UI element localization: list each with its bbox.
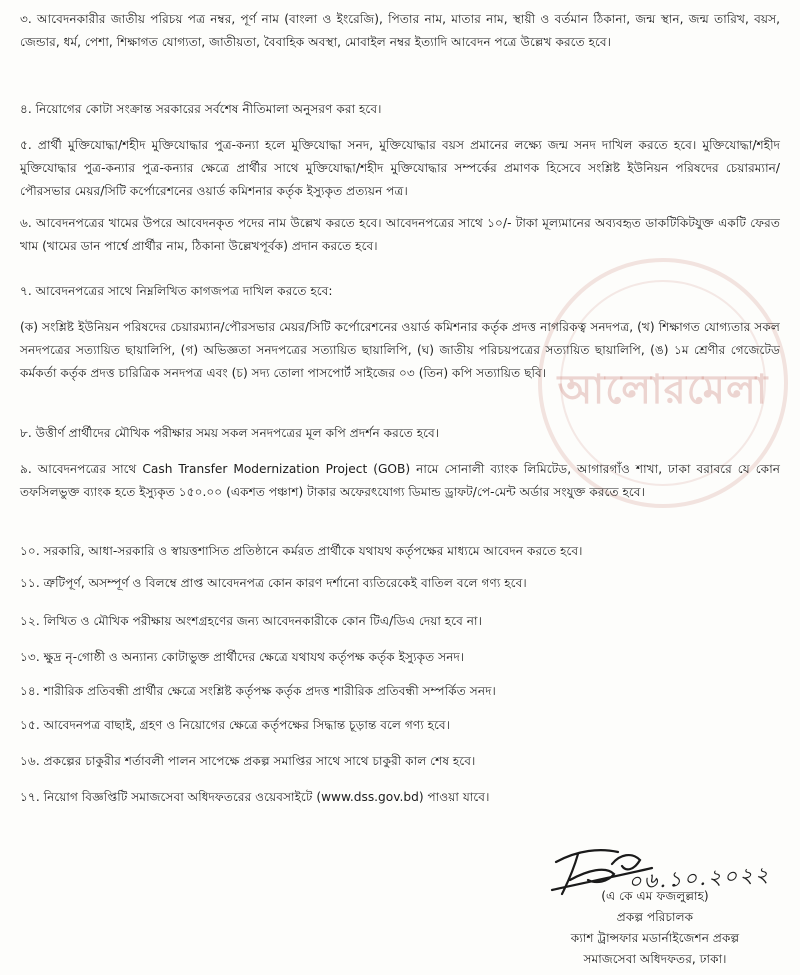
clause-8 xyxy=(20,422,780,445)
clause-12-text: ১২. লিখিত ও মৌখিক পরীক্ষায় অংশগ্রহণের জন্য আবেদনকারীকে কোন টিএ/ডিএ দেয়া হবে না। xyxy=(20,614,482,628)
clause-7 xyxy=(20,280,780,303)
clause-7-documents-text: (ক) সংশ্লিষ্ট ইউনিয়ন পরিষদের চেয়ারম্যান/পৌরসভার মেয়র/সিটি কর্পোরেশনের ওয়ার্ড কমিশনার কর্তৃক প্রদত্ত নাগরিকত্ব সনদপত্র, (খ) শিক্ষাগত যোগ্যতার সকল সনদপত্রের সত্যায়িত ছায়ালিপি, (গ) অভিজ্ঞতা সনদপত্রের সত্যায়িত ছায়ালিপি, (ঘ) জাতীয় পরিচয়পত্রের সত্যায়িত ছায়ালিপি, (ঙ) ১ম শ্রেণীর গেজেটেড কর্মকর্তা কর্তৃক প্রদত্ত চারিত্রিক সনদপত্র এবং (চ) সদ্য তোলা পাসপোর্ট সাইজের ০৩ (তিন) কপি সত্যায়িত ছবি। xyxy=(20,320,780,380)
clause-4-text: ৪. নিয়োগের কোটা সংক্রান্ত সরকারের সর্বশেষ নীতিমালা অনুসরণ করা হবে। xyxy=(20,102,382,116)
clause-17-text: ১৭. নিয়োগ বিজ্ঞপ্তিটি সমাজসেবা অধিদফতরের ওয়েবসাইটে (www.dss.gov.bd) পাওয়া যাবে। xyxy=(20,790,490,804)
clause-6 xyxy=(20,212,780,258)
watermark-text: আলোরমেলা xyxy=(557,367,769,413)
clause-3 xyxy=(20,8,780,54)
signatory-office: সমাজসেবা অধিদফতর, ঢাকা। xyxy=(583,952,727,966)
clause-7-documents xyxy=(20,316,780,385)
signatory-name: (এ কে এম ফজলুল্লাহ) xyxy=(601,889,709,903)
clause-14 xyxy=(20,680,780,703)
clause-14-text: ১৪. শারীরিক প্রতিবন্ধী প্রার্থীর ক্ষেত্রে সংশ্লিষ্ট কর্তৃপক্ষ কর্তৃক প্রদত্ত শারীরিক প্রতিবন্ধী সম্পর্কিত সনদ। xyxy=(20,684,496,698)
clause-13 xyxy=(20,646,780,669)
clause-4 xyxy=(20,98,780,121)
clause-13-text: ১৩. ক্ষুদ্র নৃ-গোষ্ঠী ও অন্যান্য কোটাভুক্ত প্রার্থীদের ক্ষেত্রে যথাযথ কর্তৃপক্ষ কর্তৃক ইস্যুকৃত সনদ। xyxy=(20,650,465,664)
clause-6-text: ৬. আবেদনপত্রের খামের উপরে আবেদনকৃত পদের নাম উল্লেখ করতে হবে। আবেদনপত্রের সাথে ১০/- টাকা মূল্যমানের অব্যবহৃত ডাকটিকিটযুক্ত একটি ফেরত খাম (খামের ডান পার্শ্বে প্রার্থীর নাম, ঠিকানা উল্লেখপূর্বক) প্রদান করতে হবে। xyxy=(20,216,780,253)
clause-16-text: ১৬. প্রকল্পের চাকুরীর শর্তাবলী পালন সাপেক্ষে প্রকল্প সমাপ্তির সাথে সাথে চাকুরী কাল শেষ হবে। xyxy=(20,754,476,768)
clause-3-text: ৩. আবেদনকারীর জাতীয় পরিচয় পত্র নম্বর, পূর্ণ নাম (বাংলা ও ইংরেজি), পিতার নাম, মাতার নাম, স্থায়ী ও বর্তমান ঠিকানা, জন্ম স্থান, জন্ম তারিখ, বয়স, জেন্ডার, ধর্ম, পেশা, শিক্ষাগত যোগ্যতা, জাতীয়তা, বৈবাহিক অবস্থা, মোবাইল নম্বর ইত্যাদি আবেদন পত্রে উল্লেখ করতে হবে। xyxy=(20,12,780,49)
clause-17 xyxy=(20,786,780,809)
signature-date: ০৬.১০.২০২২ xyxy=(627,862,772,894)
clause-8-text: ৮. উত্তীর্ণ প্রার্থীদের মৌখিক পরীক্ষার সময় সকল সনদপত্রের মূল কপি প্রদর্শন করতে হবে। xyxy=(20,426,440,440)
signatory-project: ক্যাশ ট্রান্সফার মডার্নাইজেশন প্রকল্প xyxy=(570,931,740,945)
clause-10 xyxy=(20,540,780,563)
signatory-designation: প্রকল্প পরিচালক xyxy=(616,910,694,924)
clause-10-text: ১০. সরকারি, আধা-সরকারি ও স্বায়ত্তশাসিত প্রতিষ্ঠানে কর্মরত প্রার্থীকে যথাযথ কর্তৃপক্ষের মাধ্যমে আবেদন করতে হবে। xyxy=(20,544,583,558)
clause-9-text: ৯. আবেদনপত্রের সাথে Cash Transfer Modernization Project (GOB) নামে সোনালী ব্যাংক লিমিটেড, আগারগাঁও শাখা, ঢাকা বরাবরে যে কোন তফসিলভুক্ত ব্যাংক হতে ইস্যুকৃত ১৫০.০০ (একশত পঞ্চাশ) টাকার অফেরৎযোগ্য ডিমান্ড ড্রাফট/পে-মেন্ট অর্ডার সংযুক্ত করতে হবে। xyxy=(20,462,780,499)
clause-16 xyxy=(20,750,780,773)
clause-11 xyxy=(20,572,780,595)
clause-15-text: ১৫. আবেদনপত্র বাছাই, গ্রহণ ও নিয়োগের ক্ষেত্রে কর্তৃপক্ষের সিদ্ধান্ত চূড়ান্ত বলে গণ্য হবে। xyxy=(20,718,451,732)
clause-5-text: ৫. প্রার্থী মুক্তিযোদ্ধা/শহীদ মুক্তিযোদ্ধার পুত্র-কন্যা হলে মুক্তিযোদ্ধা সনদ, মুক্তিযোদ্ধার বয়স প্রমানের লক্ষ্যে জন্ম সনদ দাখিল করতে হবে। মুক্তিযোদ্ধা/শহীদ মুক্তিযোদ্ধার পুত্র-কন্যার পুত্র-কন্যার ক্ষেত্রে প্রার্থীর সাথে মুক্তিযোদ্ধা/শহীদ মুক্তিযোদ্ধার সম্পর্কের প্রমাণক হিসেবে সংশ্লিষ্ট ইউনিয়ন পরিষদের চেয়ারম্যান/পৌরসভার মেয়র/সিটি কর্পোরেশনের ওয়ার্ড কমিশনার কর্তৃক ইস্যুকৃত প্রত্যয়ন পত্র। xyxy=(20,138,780,198)
clause-9 xyxy=(20,458,780,504)
clause-11-text: ১১. ত্রুটিপূর্ণ, অসম্পূর্ণ ও বিলম্বে প্রাপ্ত আবেদনপত্র কোন কারণ দর্শানো ব্যতিরেকেই বাতিল বলে গণ্য হবে। xyxy=(20,576,527,590)
clause-12 xyxy=(20,610,780,633)
clause-7-text: ৭. আবেদনপত্রের সাথে নিম্নলিখিত কাগজপত্র দাখিল করতে হবে: xyxy=(20,284,333,298)
clause-15 xyxy=(20,714,780,737)
clause-5 xyxy=(20,134,780,203)
